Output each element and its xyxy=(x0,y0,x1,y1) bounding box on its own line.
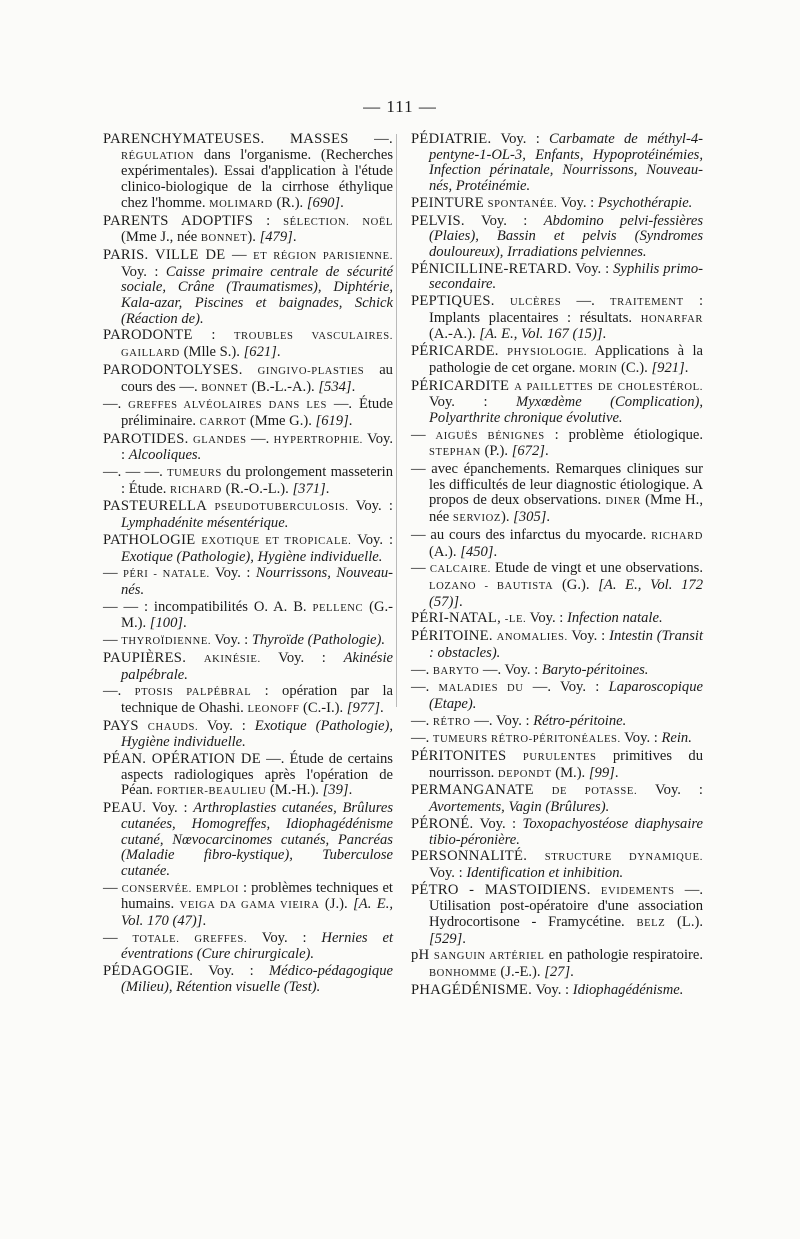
entry-small-caps: BONNET xyxy=(200,233,248,245)
entry-small-caps: GREFFES. xyxy=(194,933,248,945)
entry-text: (R.-O.-L.). xyxy=(221,480,293,497)
entry-text: — au cours des infarctus du myocarde. xyxy=(411,526,652,543)
entry-reference: Médico-pédagogique (Milieu), Rétention visuelle (Test). xyxy=(121,963,393,995)
entry-reference: Syphilis primo-secondaire. xyxy=(429,260,703,293)
index-entry xyxy=(411,132,703,195)
entry-text: —. — —. xyxy=(103,464,168,481)
index-entry xyxy=(103,248,393,328)
entry-text xyxy=(527,848,545,864)
entry-reference: Akinésie palpébrale. xyxy=(121,649,393,683)
entry-small-caps: PTOSIS PALPÉBRAL xyxy=(134,687,252,699)
entry-small-caps: GAILLARD xyxy=(121,348,180,360)
entry-small-caps: CONSERVÉE. xyxy=(121,883,192,895)
entry-headword: PÉRITOINE. xyxy=(411,628,493,645)
entry-headword: PAYS xyxy=(103,717,139,734)
entry-text xyxy=(243,362,258,378)
entry-text: . xyxy=(546,509,551,526)
index-entry xyxy=(103,600,393,632)
entry-text: Voy. : xyxy=(193,963,269,980)
entry-text: Voy. : xyxy=(637,782,703,799)
entry-text: —. Voy. : xyxy=(523,679,609,696)
entry-text: (Mme J., née xyxy=(121,229,201,246)
entry-small-caps: GLANDES xyxy=(192,434,247,446)
entry-small-caps: PURULENTES xyxy=(522,752,597,764)
entry-text: Voy. : xyxy=(473,815,523,832)
entry-text: primitives du nourrisson. xyxy=(429,748,703,781)
entry-reference: [27] xyxy=(544,964,571,981)
entry-headword: PÉRITONITES xyxy=(411,748,507,765)
entry-text: (C.). xyxy=(617,359,652,376)
entry-small-caps: SPONTANÉE. xyxy=(487,198,558,210)
entry-headword: PHAGÉDÉNISME. xyxy=(411,981,533,998)
entry-text: —. xyxy=(411,730,433,747)
entry-text: — xyxy=(103,879,122,896)
entry-small-caps: BARYTO xyxy=(432,665,480,677)
entry-reference: [99] xyxy=(588,764,615,781)
entry-reference: [305] xyxy=(513,509,547,526)
entry-headword: PEINTURE xyxy=(411,194,484,211)
entry-text: —. xyxy=(103,396,129,413)
entry-small-caps: STEPHAN xyxy=(429,447,481,459)
entry-text xyxy=(139,718,148,734)
entry-small-caps: DINER xyxy=(605,496,641,508)
index-entry xyxy=(411,214,703,261)
index-entry xyxy=(103,881,393,930)
index-entry xyxy=(411,749,703,782)
page-number: — 111 — xyxy=(363,97,437,116)
entry-text: ). xyxy=(247,229,260,246)
entry-small-caps: GINGIVO-PLASTIES xyxy=(257,365,365,377)
entry-text: (L.). xyxy=(665,914,703,931)
entry-small-caps: GREFFES ALVÉOLAIRES DANS LES xyxy=(128,400,327,412)
entry-text: Voy. : xyxy=(532,981,573,998)
entry-text: — xyxy=(411,426,436,443)
index-entry xyxy=(103,719,393,751)
entry-reference: Identification et inhibition. xyxy=(466,864,624,881)
entry-reference: Hernies et éventrations (Cure chirurgicale). xyxy=(121,929,393,963)
entry-text xyxy=(499,343,507,359)
entry-small-caps: SERVIOZ xyxy=(452,513,501,525)
entry-text: Voy. : xyxy=(260,649,344,666)
entry-small-caps: ULCÈRES xyxy=(509,297,562,309)
entry-small-caps: CALCAIRE. xyxy=(429,564,491,576)
index-entry xyxy=(411,849,703,881)
entry-small-caps: PELLENC xyxy=(312,602,364,614)
entry-text: : opération par la technique de Ohashi. xyxy=(121,683,393,716)
entry-headword: PEPTIQUES. xyxy=(411,293,495,310)
entry-text xyxy=(349,213,362,229)
entry-text: — avec épanchements. Remarques cliniques sur les difficultés de leur diagnostic étiologique. A propos de deux observations. xyxy=(411,461,703,509)
entry-reference: [672] xyxy=(511,443,545,460)
entry-text: Voy. : xyxy=(348,498,393,515)
index-entry xyxy=(411,817,703,848)
entry-text: . xyxy=(570,964,574,981)
index-entry xyxy=(103,964,393,995)
index-entry xyxy=(411,611,703,628)
index-entry xyxy=(411,462,703,527)
entry-text: —. Étude de certains aspects radiologiques après l'opération de Péan. xyxy=(121,751,393,799)
entry-text: (G.). xyxy=(553,576,599,593)
index-entry xyxy=(411,731,703,748)
entry-reference: [479] xyxy=(259,229,293,246)
entry-reference: Rétro-péritoine. xyxy=(533,712,627,729)
entry-headword: PÉRICARDITE xyxy=(411,377,510,394)
entry-text: —. xyxy=(246,430,274,447)
entry-headword: PARENCHYMATEUSES. MASSES —. xyxy=(103,131,393,147)
index-entry xyxy=(103,499,393,531)
entry-text: (A.). xyxy=(429,543,461,560)
entry-text: : Implants placentaires : résultats. xyxy=(429,293,703,326)
entry-text: . xyxy=(602,326,607,343)
entry-reference: [690] xyxy=(306,194,341,211)
entry-small-caps: CARROT xyxy=(199,416,247,428)
entry-headword: PAROTIDES. xyxy=(103,430,189,447)
entry-small-caps: RICHARD xyxy=(170,484,222,496)
entry-small-caps: AIGUËS BÉNIGNES xyxy=(435,430,545,442)
entry-small-caps: A PAILLETTES DE CHOLESTÉROL. xyxy=(514,381,703,393)
entry-text xyxy=(591,882,601,898)
entry-headword: PÉRICARDE. xyxy=(411,343,499,360)
entry-text: . xyxy=(614,764,619,781)
entry-text: ). xyxy=(501,509,514,526)
entry-text: Voy. : xyxy=(567,628,610,645)
entry-small-caps: TRAITEMENT xyxy=(610,297,684,309)
entry-headword: PEAU. xyxy=(103,800,147,817)
entry-reference: [100] xyxy=(149,615,184,632)
entry-headword: PÉNICILLINE-RETARD. xyxy=(411,260,572,277)
entry-text: (P.). xyxy=(480,443,512,460)
entry-text: en pathologie respiratoire. xyxy=(544,947,703,964)
entry-reference: Exotique (Pathologie), Hygiène individuelle. xyxy=(121,717,393,751)
entry-text: Voy. : xyxy=(491,131,550,147)
entry-small-caps: PÉRI - NATALE. xyxy=(123,569,210,581)
entry-small-caps: AKINÉSIE. xyxy=(203,653,261,665)
entry-text: Applications à la pathologie de cet organe. xyxy=(429,343,703,376)
entry-text: . xyxy=(292,229,297,246)
entry-reference: Infection natale. xyxy=(566,610,663,627)
index-column-left xyxy=(103,132,393,997)
entry-text: dans l'organisme. (Recherches expérimentales). Essai d'application à l'étude clinico-biologique de la cirrhose éthylique chez l'homme. xyxy=(121,146,393,211)
entry-reference: Nourrissons, Nouveau-nés. xyxy=(121,565,394,598)
entry-reference: Carbamate de méthyl-4-pentyne-1-OL-3, Enfants, Hypoprotéinémies, Infection périnatale, Nourrissons, Nouveau-nés, Protéinémie. xyxy=(429,131,703,195)
entry-headword: PASTEURELLA xyxy=(103,498,208,515)
index-entry xyxy=(411,948,703,981)
entry-headword: PAUPIÈRES. xyxy=(103,649,187,666)
entry-headword: PÉTRO - MASTOIDIENS. xyxy=(411,881,591,898)
entry-reference: [450] xyxy=(460,543,494,560)
entry-headword: PERSONNALITÉ. xyxy=(411,848,528,865)
entry-text: . xyxy=(459,593,463,610)
entry-small-caps: ANOMALIES. xyxy=(496,632,568,644)
entry-text: — xyxy=(103,565,124,582)
index-entry xyxy=(103,397,393,430)
index-entry xyxy=(411,561,703,610)
entry-text: . xyxy=(276,344,281,361)
entry-small-caps: DE POTASSE. xyxy=(551,786,638,798)
index-entry xyxy=(411,262,703,293)
index-entry xyxy=(411,663,703,680)
entry-reference: [921] xyxy=(651,359,685,376)
entry-reference: Alcooliques. xyxy=(128,447,202,464)
entry-small-caps: RICHARD xyxy=(651,530,703,542)
entry-reference: [977] xyxy=(346,699,381,716)
entry-text: (B.-L.-A.). xyxy=(247,378,319,395)
index-entry xyxy=(411,344,703,377)
entry-text: Etude de vingt et une observations. xyxy=(490,560,703,577)
entry-text: : problèmes techniques et humains. xyxy=(121,879,393,913)
entry-text: Voy. : xyxy=(571,260,614,277)
entry-small-caps: BELZ xyxy=(636,918,666,930)
entry-text: —. Voy. : xyxy=(470,712,534,729)
entry-small-caps: RÉGULATION xyxy=(121,150,195,162)
entry-small-caps: ET RÉGION PARISIENNE. xyxy=(253,250,393,262)
entry-text: Voy. : xyxy=(429,864,467,881)
entry-text: (Mme G.). xyxy=(246,412,316,429)
entry-reference: Caisse primaire centrale de sécurité sociale, Crâne (Traumatismes), Diphtérie, Kala-azar, Piscines et baignades, Schick (Réaction de). xyxy=(121,263,393,327)
index-entry xyxy=(103,566,393,598)
entry-text: (J.). xyxy=(319,896,354,913)
entry-text xyxy=(186,650,204,666)
index-column-right xyxy=(411,132,703,1000)
entry-text: Voy. : xyxy=(557,194,598,211)
entry-text: — xyxy=(103,632,122,649)
entry-text: . xyxy=(462,930,466,947)
index-entry xyxy=(103,132,393,213)
entry-reference: [A. E., Vol. 170 (47)] xyxy=(121,896,393,930)
entry-small-caps: CHAUDS. xyxy=(147,721,199,733)
index-entry xyxy=(103,931,393,963)
entry-text: —. Étude préliminaire. xyxy=(121,396,393,429)
entry-text: Voy. : xyxy=(464,212,544,229)
entry-text: . xyxy=(544,443,549,460)
entry-text: —. xyxy=(411,661,433,678)
index-entry xyxy=(411,196,703,213)
entry-small-caps: BONNET xyxy=(201,382,248,394)
entry-small-caps: SÉLECTION. xyxy=(283,216,350,228)
entry-headword: PARENTS ADOPTIFS xyxy=(103,212,254,229)
entry-headword: PARIS. VILLE DE xyxy=(103,246,226,263)
entry-reference: Arthroplasties cutanées, Brûlures cutanées, Homogreffes, Idiophagédénisme cutané, Nœvocarcinomes cutanés, Pancréas (Maladie fibro-kystique), Tuberculose cutanée. xyxy=(121,800,394,879)
entry-small-caps: PHYSIOLOGIE. xyxy=(507,347,588,359)
entry-text: : xyxy=(192,327,234,344)
index-entry xyxy=(411,680,703,712)
index-entry xyxy=(411,428,703,461)
index-entry xyxy=(103,214,393,247)
entry-reference: [371] xyxy=(292,480,326,497)
entry-reference: Psychothérapie. xyxy=(597,194,693,211)
index-entry xyxy=(103,633,393,650)
entry-text: — — : incompatibilités O. A. B. xyxy=(103,598,313,615)
index-entry xyxy=(103,465,393,498)
entry-small-caps: HYPERTROPHIE. xyxy=(273,434,363,446)
entry-text: (Mme H., née xyxy=(429,492,703,526)
entry-headword: PELVIS. xyxy=(411,212,465,229)
entry-reference: [619] xyxy=(315,412,349,429)
entry-reference: Toxopachyostéose diaphysaire tibio-péronière. xyxy=(429,815,703,848)
entry-text: (Mlle S.). xyxy=(179,344,244,361)
entry-text: Voy. : xyxy=(429,394,517,411)
entry-text: — xyxy=(225,246,254,263)
entry-reference: [529] xyxy=(429,930,463,947)
entry-text: Voy. : xyxy=(198,717,255,734)
entry-text: Voy. : xyxy=(121,263,166,280)
entry-reference: Intestin (Transit : obstacles). xyxy=(429,628,703,661)
entry-text: (G.-M.). xyxy=(121,598,393,632)
entry-text: . xyxy=(348,782,353,799)
entry-text: (J.-E.). xyxy=(496,964,545,981)
entry-text: —. xyxy=(411,712,433,729)
entry-text: — xyxy=(103,929,133,946)
entry-small-caps: MALADIES DU xyxy=(438,683,524,695)
entry-small-caps: FORTIER-BEAULIEU xyxy=(156,786,267,798)
index-entry xyxy=(103,752,393,800)
entry-text: : xyxy=(253,212,284,229)
entry-text xyxy=(534,782,552,798)
index-entry xyxy=(103,363,393,396)
entry-text: . xyxy=(380,699,384,716)
entry-small-caps: TUMEURS RÉTRO-PÉRITONÉALES. xyxy=(432,734,621,746)
entry-headword: PÉRI-NATAL, xyxy=(411,610,502,627)
index-entry xyxy=(411,379,703,427)
entry-text: . xyxy=(183,615,187,632)
entry-small-caps: DEPONDT xyxy=(497,768,552,780)
index-entry xyxy=(411,883,703,948)
entry-text: Voy. : xyxy=(247,929,322,946)
entry-text: au cours des —. xyxy=(121,361,393,395)
entry-text: Voy. : xyxy=(209,565,256,582)
entry-text: —. xyxy=(411,679,439,696)
entry-small-caps: LEONOFF xyxy=(247,703,300,715)
entry-headword: PÉAN. OPÉRATION DE xyxy=(103,751,261,768)
index-entry xyxy=(103,651,393,683)
entry-small-caps: MORIN xyxy=(579,363,618,375)
entry-text: . xyxy=(684,359,689,376)
index-entry xyxy=(411,629,703,661)
entry-small-caps: TROUBLES VASCULAIRES. xyxy=(233,331,393,343)
entry-text: Voy. : xyxy=(351,531,394,548)
entry-text: —. Voy. : xyxy=(479,661,542,678)
entry-text: (C.-I.). xyxy=(299,699,347,716)
entry-small-caps: -LE. xyxy=(504,614,527,626)
entry-text: Voy. : xyxy=(526,610,567,627)
entry-small-caps: LOZANO - BAUTISTA xyxy=(429,580,554,592)
entry-small-caps: EXOTIQUE ET TROPICALE. xyxy=(201,535,352,547)
entry-text: . xyxy=(348,412,353,429)
entry-reference: Abdomino pelvi-fessières (Plaies), Bassin et pelvis (Syndromes douloureux), Irradiations pelviennes. xyxy=(429,212,703,260)
entry-reference: Myxœdème (Complication), Polyarthrite chronique évolutive. xyxy=(429,394,703,426)
entry-text: — xyxy=(411,560,430,577)
entry-reference: Exotique (Pathologie), Hygiène individuelle. xyxy=(121,548,383,565)
entry-small-caps: MOLIMARD xyxy=(209,198,273,210)
entry-small-caps: STRUCTURE DYNAMIQUE. xyxy=(544,852,703,864)
index-entry xyxy=(411,783,703,815)
entry-headword: PERMANGANATE xyxy=(411,782,534,799)
entry-small-caps: TUMEURS xyxy=(167,468,222,480)
entry-text: Voy. : xyxy=(146,800,194,817)
entry-small-caps: RÉTRO xyxy=(432,716,471,728)
entry-small-caps: VEIGA DA GAMA VIEIRA xyxy=(179,900,320,912)
entry-text: (R.). xyxy=(272,194,307,211)
entry-headword: PARODONTOLYSES. xyxy=(103,361,243,378)
entry-reference: Lymphadénite mésentérique. xyxy=(121,515,289,532)
entry-text: Voy. : xyxy=(211,632,252,649)
index-entry xyxy=(411,528,703,560)
index-entry xyxy=(411,983,703,999)
entry-reference: [A. E., Vol. 167 (15)] xyxy=(479,326,603,343)
index-entry xyxy=(411,714,703,731)
entry-reference: Baryto-péritoines. xyxy=(541,661,649,678)
entry-text: . xyxy=(202,913,207,930)
entry-small-caps: NOËL xyxy=(362,216,393,228)
entry-reference: Laparoscopique (Etape). xyxy=(429,679,703,712)
entry-text: (A.-A.). xyxy=(429,326,480,343)
entry-reference: [39] xyxy=(322,782,349,799)
entry-small-caps: TOTALE. xyxy=(132,933,180,945)
entry-headword: pH xyxy=(411,947,430,964)
entry-reference: [A. E., Vol. 172 (57)] xyxy=(429,576,703,610)
index-entry xyxy=(103,432,393,464)
entry-text xyxy=(179,930,194,946)
index-entry xyxy=(103,801,393,880)
column-divider xyxy=(396,134,397,707)
index-entry xyxy=(103,684,393,717)
entry-text: (M.). xyxy=(551,764,589,781)
entry-text: —. xyxy=(103,683,135,700)
entry-small-caps: HONARFAR xyxy=(640,313,703,325)
entry-headword: PARODONTE xyxy=(103,327,193,344)
entry-reference: [534] xyxy=(318,378,352,395)
entry-headword: PÉRONÉ. xyxy=(411,815,474,832)
index-entry xyxy=(411,294,703,343)
entry-text: . xyxy=(340,194,344,211)
entry-small-caps: SANGUIN ARTÉRIEL xyxy=(433,951,545,963)
entry-small-caps: THYROÏDIENNE. xyxy=(121,636,212,648)
entry-reference: [621] xyxy=(243,344,277,361)
entry-text: Voy. : xyxy=(620,730,662,747)
entry-text: —. xyxy=(561,293,611,310)
entry-text: . xyxy=(351,378,356,395)
entry-headword: PÉDIATRIE. xyxy=(411,131,492,147)
entry-small-caps: EVIDEMENTS xyxy=(600,885,675,897)
entry-small-caps: EMPLOI xyxy=(195,883,239,895)
entry-reference: Rein. xyxy=(661,730,692,747)
entry-headword: PÉDAGOGIE. xyxy=(103,963,194,980)
entry-text: (M.-H.). xyxy=(266,782,323,799)
entry-small-caps: BONHOMME xyxy=(429,968,497,980)
entry-text: : problème étiologique. xyxy=(544,426,704,443)
index-entry xyxy=(103,533,393,565)
entry-reference: Avortements, Vagin (Brûlures). xyxy=(429,799,610,816)
entry-text: —. Utilisation post-opératoire d'une association Hydrocortisone - Framycétine. xyxy=(429,881,703,931)
entry-reference: Thyroïde (Pathologie). xyxy=(251,632,386,649)
entry-text xyxy=(495,293,510,309)
entry-small-caps: PSEUDOTUBERCULOSIS. xyxy=(214,502,349,514)
entry-text: . xyxy=(493,543,498,560)
entry-text: . xyxy=(325,480,330,497)
index-entry xyxy=(103,328,393,361)
entry-text xyxy=(506,748,522,764)
entry-text: Voy. : xyxy=(121,430,393,464)
entry-headword: PATHOLOGIE xyxy=(103,531,196,548)
entry-text: du prolongement masseterin : Étude. xyxy=(121,464,393,497)
entry-reference: Idiophagédénisme. xyxy=(572,981,684,998)
